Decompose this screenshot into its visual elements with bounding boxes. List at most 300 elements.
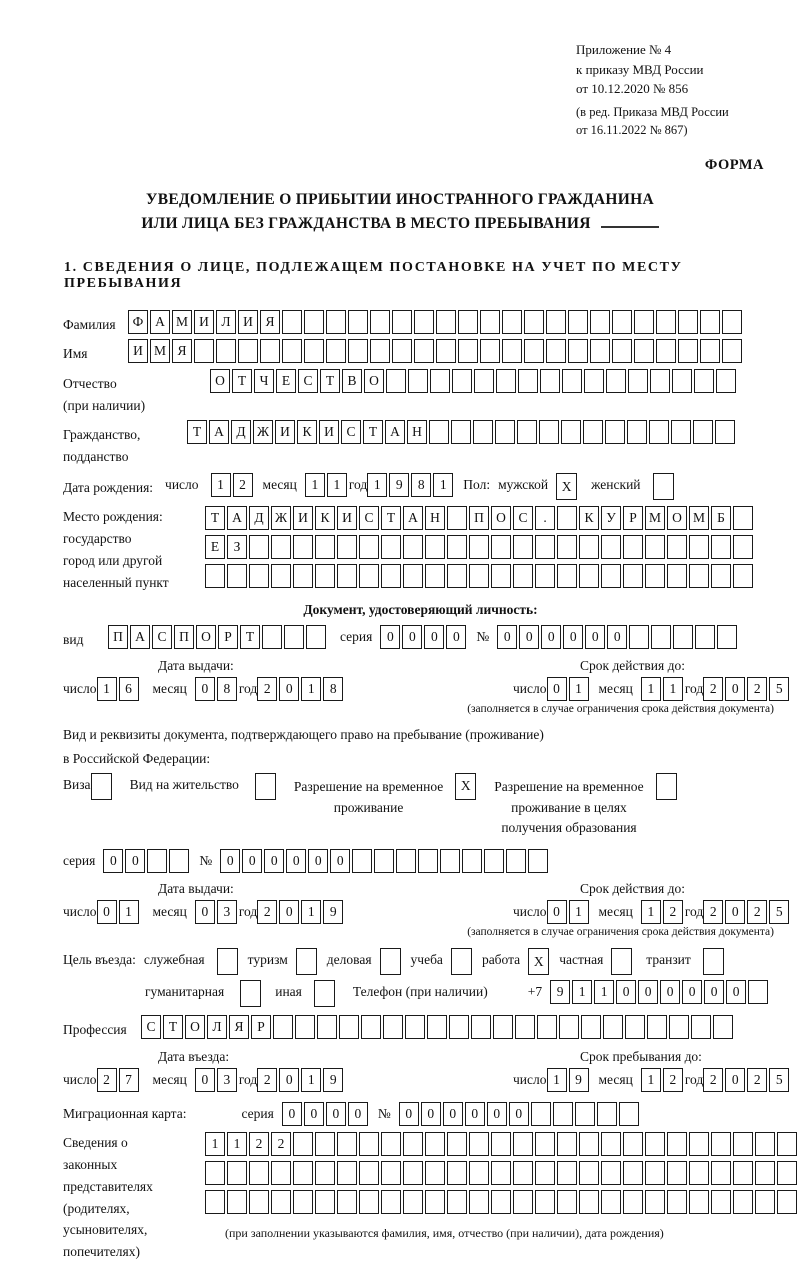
cell[interactable]: К (579, 506, 599, 530)
cell[interactable] (352, 849, 372, 873)
cell[interactable] (381, 1132, 401, 1156)
cell[interactable] (667, 535, 687, 559)
cell[interactable]: 1 (572, 980, 592, 1004)
cell[interactable]: Н (407, 420, 427, 444)
cell[interactable] (414, 339, 434, 363)
temp-residence-checkbox[interactable] (455, 773, 478, 800)
birth-day-cells[interactable] (211, 473, 255, 497)
cell[interactable] (392, 339, 412, 363)
cell[interactable]: 3 (217, 1068, 237, 1092)
cell[interactable] (579, 564, 599, 588)
cell[interactable] (695, 625, 715, 649)
cell[interactable] (722, 310, 742, 334)
cell[interactable]: 0 (541, 625, 561, 649)
cell[interactable] (612, 339, 632, 363)
cell[interactable]: 9 (569, 1068, 589, 1092)
cell[interactable]: Т (363, 420, 383, 444)
birth-month-cells[interactable] (305, 473, 349, 497)
cell[interactable]: 1 (211, 473, 231, 497)
cell[interactable] (255, 773, 276, 800)
cell[interactable] (673, 625, 693, 649)
cell[interactable] (667, 1161, 687, 1185)
cell[interactable]: Б (711, 506, 731, 530)
guardians-row2-cells[interactable] (205, 1161, 799, 1185)
purpose-official-checkbox[interactable] (217, 948, 240, 975)
cell[interactable] (493, 1015, 513, 1039)
cell[interactable]: С (298, 369, 318, 393)
cell[interactable]: 1 (301, 900, 321, 924)
cell[interactable] (535, 535, 555, 559)
cell[interactable] (667, 564, 687, 588)
cell[interactable] (557, 1161, 577, 1185)
cell[interactable] (713, 1015, 733, 1039)
cell[interactable]: 1 (119, 900, 139, 924)
cell[interactable] (458, 339, 478, 363)
cell[interactable] (337, 1161, 357, 1185)
cell[interactable] (359, 1132, 379, 1156)
cell[interactable] (605, 420, 625, 444)
cell[interactable]: Я (229, 1015, 249, 1039)
cell[interactable]: Т (187, 420, 207, 444)
cell[interactable] (240, 980, 261, 1007)
cell[interactable] (722, 339, 742, 363)
cell[interactable] (581, 1015, 601, 1039)
cell[interactable]: 0 (195, 1068, 215, 1092)
cell[interactable] (579, 1161, 599, 1185)
cell[interactable]: 0 (421, 1102, 441, 1126)
cell[interactable] (491, 535, 511, 559)
cell[interactable] (491, 1161, 511, 1185)
cell[interactable] (553, 1102, 573, 1126)
cell[interactable]: 0 (286, 849, 306, 873)
cell[interactable]: А (227, 506, 247, 530)
cell[interactable]: М (150, 339, 170, 363)
cell[interactable]: 2 (97, 1068, 117, 1092)
cell[interactable]: С (513, 506, 533, 530)
cell[interactable]: 1 (569, 900, 589, 924)
birth-place-row1-cells[interactable] (205, 506, 755, 530)
cell[interactable]: 2 (747, 1068, 767, 1092)
permit-issue-day-cells[interactable] (97, 900, 141, 924)
cell[interactable]: 0 (446, 625, 466, 649)
cell[interactable]: 2 (257, 900, 277, 924)
cell[interactable]: Ч (254, 369, 274, 393)
cell[interactable] (656, 773, 677, 800)
cell[interactable]: И (128, 339, 148, 363)
cell[interactable]: Р (623, 506, 643, 530)
cell[interactable]: 9 (550, 980, 570, 1004)
cell[interactable]: 1 (227, 1132, 247, 1156)
cell[interactable] (601, 535, 621, 559)
cell[interactable] (623, 1190, 643, 1214)
cell[interactable] (716, 369, 736, 393)
cell[interactable]: О (210, 369, 230, 393)
cell[interactable] (271, 535, 291, 559)
cell[interactable]: 0 (282, 1102, 302, 1126)
cell[interactable] (717, 625, 737, 649)
cell[interactable]: С (141, 1015, 161, 1039)
cell[interactable] (317, 1015, 337, 1039)
cell[interactable] (557, 564, 577, 588)
cell[interactable] (447, 1132, 467, 1156)
cell[interactable] (337, 564, 357, 588)
cell[interactable]: 8 (217, 677, 237, 701)
birth-year-cells[interactable] (367, 473, 455, 497)
cell[interactable]: И (337, 506, 357, 530)
cell[interactable] (473, 420, 493, 444)
cell[interactable]: 9 (389, 473, 409, 497)
cell[interactable] (216, 339, 236, 363)
cell[interactable]: Д (249, 506, 269, 530)
cell[interactable] (491, 1132, 511, 1156)
cell[interactable] (296, 948, 317, 975)
cell[interactable] (425, 564, 445, 588)
cell[interactable]: 2 (747, 900, 767, 924)
cell[interactable] (361, 1015, 381, 1039)
cell[interactable]: С (152, 625, 172, 649)
cell[interactable] (691, 1015, 711, 1039)
cell[interactable] (403, 564, 423, 588)
cell[interactable]: 0 (563, 625, 583, 649)
cell[interactable] (271, 1161, 291, 1185)
purpose-humanitarian-checkbox[interactable] (240, 980, 263, 1007)
cell[interactable] (579, 1132, 599, 1156)
cell[interactable] (703, 948, 724, 975)
cell[interactable]: 2 (703, 900, 723, 924)
cell[interactable]: 2 (257, 677, 277, 701)
cell[interactable]: X (455, 773, 476, 800)
cell[interactable] (619, 1102, 639, 1126)
cell[interactable] (515, 1015, 535, 1039)
cell[interactable] (513, 1161, 533, 1185)
permit-issue-year-cells[interactable] (257, 900, 345, 924)
cell[interactable]: И (293, 506, 313, 530)
cell[interactable]: 0 (326, 1102, 346, 1126)
cell[interactable] (513, 1132, 533, 1156)
cell[interactable]: И (275, 420, 295, 444)
cell[interactable] (650, 369, 670, 393)
cell[interactable] (755, 1132, 775, 1156)
cell[interactable] (672, 369, 692, 393)
cell[interactable] (425, 1161, 445, 1185)
cell[interactable]: И (319, 420, 339, 444)
cell[interactable] (429, 420, 449, 444)
cell[interactable] (480, 339, 500, 363)
cell[interactable]: О (185, 1015, 205, 1039)
given-name-cells[interactable] (128, 339, 744, 363)
cell[interactable]: А (209, 420, 229, 444)
cell[interactable] (513, 1190, 533, 1214)
cell[interactable]: И (238, 310, 258, 334)
cell[interactable]: 1 (663, 677, 683, 701)
cell[interactable] (306, 625, 326, 649)
cell[interactable]: 6 (119, 677, 139, 701)
cell[interactable]: О (667, 506, 687, 530)
cell[interactable] (689, 1161, 709, 1185)
cell[interactable] (293, 564, 313, 588)
purpose-tourism-checkbox[interactable] (296, 948, 319, 975)
permit-issue-month-cells[interactable] (195, 900, 239, 924)
cell[interactable] (656, 339, 676, 363)
cell[interactable] (623, 1161, 643, 1185)
cell[interactable] (645, 1190, 665, 1214)
doc-issue-day-cells[interactable] (97, 677, 141, 701)
cell[interactable]: Е (276, 369, 296, 393)
cell[interactable] (381, 1190, 401, 1214)
cell[interactable] (645, 1132, 665, 1156)
cell[interactable] (447, 506, 467, 530)
cell[interactable] (496, 369, 516, 393)
cell[interactable]: 8 (411, 473, 431, 497)
cell[interactable]: 9 (323, 1068, 343, 1092)
cell[interactable] (238, 339, 258, 363)
cell[interactable]: Р (251, 1015, 271, 1039)
cell[interactable] (147, 849, 167, 873)
cell[interactable] (700, 339, 720, 363)
cell[interactable]: 0 (616, 980, 636, 1004)
citizenship-cells[interactable] (187, 420, 737, 444)
cell[interactable]: 0 (402, 625, 422, 649)
cell[interactable] (606, 369, 626, 393)
cell[interactable]: 0 (465, 1102, 485, 1126)
cell[interactable] (262, 625, 282, 649)
cell[interactable]: Н (425, 506, 445, 530)
cell[interactable] (535, 1190, 555, 1214)
cell[interactable]: П (108, 625, 128, 649)
residence-permit-checkbox[interactable] (255, 773, 278, 800)
cell[interactable] (711, 1190, 731, 1214)
doc-valid-day-cells[interactable] (547, 677, 591, 701)
cell[interactable]: 2 (249, 1132, 269, 1156)
cell[interactable] (169, 849, 189, 873)
cell[interactable] (359, 1190, 379, 1214)
purpose-study-checkbox[interactable] (451, 948, 474, 975)
cell[interactable] (293, 535, 313, 559)
cell[interactable]: А (150, 310, 170, 334)
cell[interactable]: М (689, 506, 709, 530)
cell[interactable] (469, 535, 489, 559)
cell[interactable]: А (403, 506, 423, 530)
cell[interactable] (408, 369, 428, 393)
cell[interactable]: 2 (663, 1068, 683, 1092)
cell[interactable]: 0 (125, 849, 145, 873)
cell[interactable] (603, 1015, 623, 1039)
cell[interactable]: 0 (638, 980, 658, 1004)
cell[interactable]: 0 (348, 1102, 368, 1126)
cell[interactable] (282, 339, 302, 363)
cell[interactable]: Т (205, 506, 225, 530)
cell[interactable] (271, 1190, 291, 1214)
doc-issue-month-cells[interactable] (195, 677, 239, 701)
permit-number-cells[interactable] (220, 849, 550, 873)
cell[interactable] (440, 849, 460, 873)
surname-cells[interactable] (128, 310, 744, 334)
cell[interactable]: Т (240, 625, 260, 649)
cell[interactable] (359, 1161, 379, 1185)
doc-valid-year-cells[interactable] (703, 677, 791, 701)
cell[interactable] (315, 1161, 335, 1185)
cell[interactable]: 0 (304, 1102, 324, 1126)
cell[interactable]: 0 (330, 849, 350, 873)
cell[interactable] (381, 535, 401, 559)
cell[interactable] (557, 506, 577, 530)
cell[interactable] (601, 1161, 621, 1185)
cell[interactable] (777, 1161, 797, 1185)
cell[interactable] (403, 1161, 423, 1185)
birth-place-row2-cells[interactable] (205, 535, 755, 559)
cell[interactable] (304, 339, 324, 363)
cell[interactable]: 2 (257, 1068, 277, 1092)
cell[interactable]: 0 (242, 849, 262, 873)
cell[interactable]: 0 (519, 625, 539, 649)
cell[interactable]: Д (231, 420, 251, 444)
cell[interactable] (414, 310, 434, 334)
cell[interactable]: О (196, 625, 216, 649)
cell[interactable]: 0 (725, 1068, 745, 1092)
cell[interactable]: Т (163, 1015, 183, 1039)
cell[interactable] (359, 535, 379, 559)
cell[interactable] (557, 1132, 577, 1156)
guardians-row3-cells[interactable] (205, 1190, 799, 1214)
cell[interactable]: Л (207, 1015, 227, 1039)
visa-checkbox[interactable] (91, 773, 114, 800)
cell[interactable] (711, 1161, 731, 1185)
cell[interactable] (430, 369, 450, 393)
cell[interactable] (491, 1190, 511, 1214)
cell[interactable] (451, 420, 471, 444)
cell[interactable] (474, 369, 494, 393)
cell[interactable] (447, 535, 467, 559)
cell[interactable]: 1 (301, 1068, 321, 1092)
cell[interactable]: 0 (547, 677, 567, 701)
cell[interactable] (645, 535, 665, 559)
cell[interactable] (612, 310, 632, 334)
sex-female-checkbox[interactable] (653, 473, 676, 500)
cell[interactable] (227, 1190, 247, 1214)
cell[interactable] (249, 1190, 269, 1214)
migration-card-number-cells[interactable] (399, 1102, 641, 1126)
cell[interactable]: 2 (663, 900, 683, 924)
cell[interactable]: З (227, 535, 247, 559)
cell[interactable] (205, 1161, 225, 1185)
entry-month-cells[interactable] (195, 1068, 239, 1092)
cell[interactable] (383, 1015, 403, 1039)
cell[interactable] (524, 310, 544, 334)
cell[interactable] (471, 1015, 491, 1039)
cell[interactable]: 0 (682, 980, 702, 1004)
cell[interactable] (227, 1161, 247, 1185)
cell[interactable] (458, 310, 478, 334)
cell[interactable] (518, 369, 538, 393)
cell[interactable] (348, 310, 368, 334)
cell[interactable] (469, 1132, 489, 1156)
cell[interactable] (337, 1132, 357, 1156)
cell[interactable] (293, 1132, 313, 1156)
cell[interactable] (546, 310, 566, 334)
cell[interactable] (689, 1132, 709, 1156)
purpose-business-checkbox[interactable] (380, 948, 403, 975)
cell[interactable] (627, 420, 647, 444)
cell[interactable] (625, 1015, 645, 1039)
cell[interactable] (462, 849, 482, 873)
cell[interactable]: 0 (704, 980, 724, 1004)
cell[interactable]: 1 (367, 473, 387, 497)
cell[interactable] (260, 339, 280, 363)
cell[interactable] (715, 420, 735, 444)
cell[interactable]: X (528, 948, 549, 975)
cell[interactable]: Т (381, 506, 401, 530)
cell[interactable] (694, 369, 714, 393)
stay-day-cells[interactable] (547, 1068, 591, 1092)
cell[interactable] (649, 420, 669, 444)
cell[interactable]: 1 (641, 900, 661, 924)
entry-year-cells[interactable] (257, 1068, 345, 1092)
cell[interactable] (628, 369, 648, 393)
cell[interactable]: В (342, 369, 362, 393)
cell[interactable]: 0 (725, 677, 745, 701)
cell[interactable] (531, 1102, 551, 1126)
cell[interactable]: К (315, 506, 335, 530)
cell[interactable] (671, 420, 691, 444)
cell[interactable] (777, 1190, 797, 1214)
cell[interactable]: 2 (233, 473, 253, 497)
cell[interactable] (386, 369, 406, 393)
cell[interactable] (502, 310, 522, 334)
cell[interactable] (733, 535, 753, 559)
cell[interactable] (249, 564, 269, 588)
edu-residence-checkbox[interactable] (656, 773, 679, 800)
cell[interactable] (568, 310, 588, 334)
cell[interactable] (528, 849, 548, 873)
cell[interactable]: 5 (769, 1068, 789, 1092)
cell[interactable] (629, 625, 649, 649)
cell[interactable] (469, 1161, 489, 1185)
cell[interactable]: 0 (279, 677, 299, 701)
cell[interactable] (284, 625, 304, 649)
cell[interactable]: 2 (271, 1132, 291, 1156)
cell[interactable] (733, 564, 753, 588)
cell[interactable] (579, 535, 599, 559)
cell[interactable] (656, 310, 676, 334)
cell[interactable] (339, 1015, 359, 1039)
cell[interactable] (557, 1190, 577, 1214)
cell[interactable] (491, 564, 511, 588)
doc-issue-year-cells[interactable] (257, 677, 345, 701)
cell[interactable] (601, 564, 621, 588)
cell[interactable]: Я (172, 339, 192, 363)
cell[interactable] (733, 506, 753, 530)
cell[interactable] (452, 369, 472, 393)
cell[interactable]: О (491, 506, 511, 530)
cell[interactable] (449, 1015, 469, 1039)
cell[interactable]: . (535, 506, 555, 530)
cell[interactable] (590, 339, 610, 363)
cell[interactable]: 1 (547, 1068, 567, 1092)
cell[interactable] (537, 1015, 557, 1039)
cell[interactable]: П (174, 625, 194, 649)
cell[interactable]: 1 (433, 473, 453, 497)
cell[interactable]: 0 (195, 900, 215, 924)
cell[interactable] (623, 535, 643, 559)
cell[interactable] (667, 1132, 687, 1156)
cell[interactable] (562, 369, 582, 393)
cell[interactable] (669, 1015, 689, 1039)
cell[interactable] (583, 420, 603, 444)
cell[interactable]: 0 (487, 1102, 507, 1126)
cell[interactable]: 8 (323, 677, 343, 701)
cell[interactable] (194, 339, 214, 363)
permit-valid-year-cells[interactable] (703, 900, 791, 924)
